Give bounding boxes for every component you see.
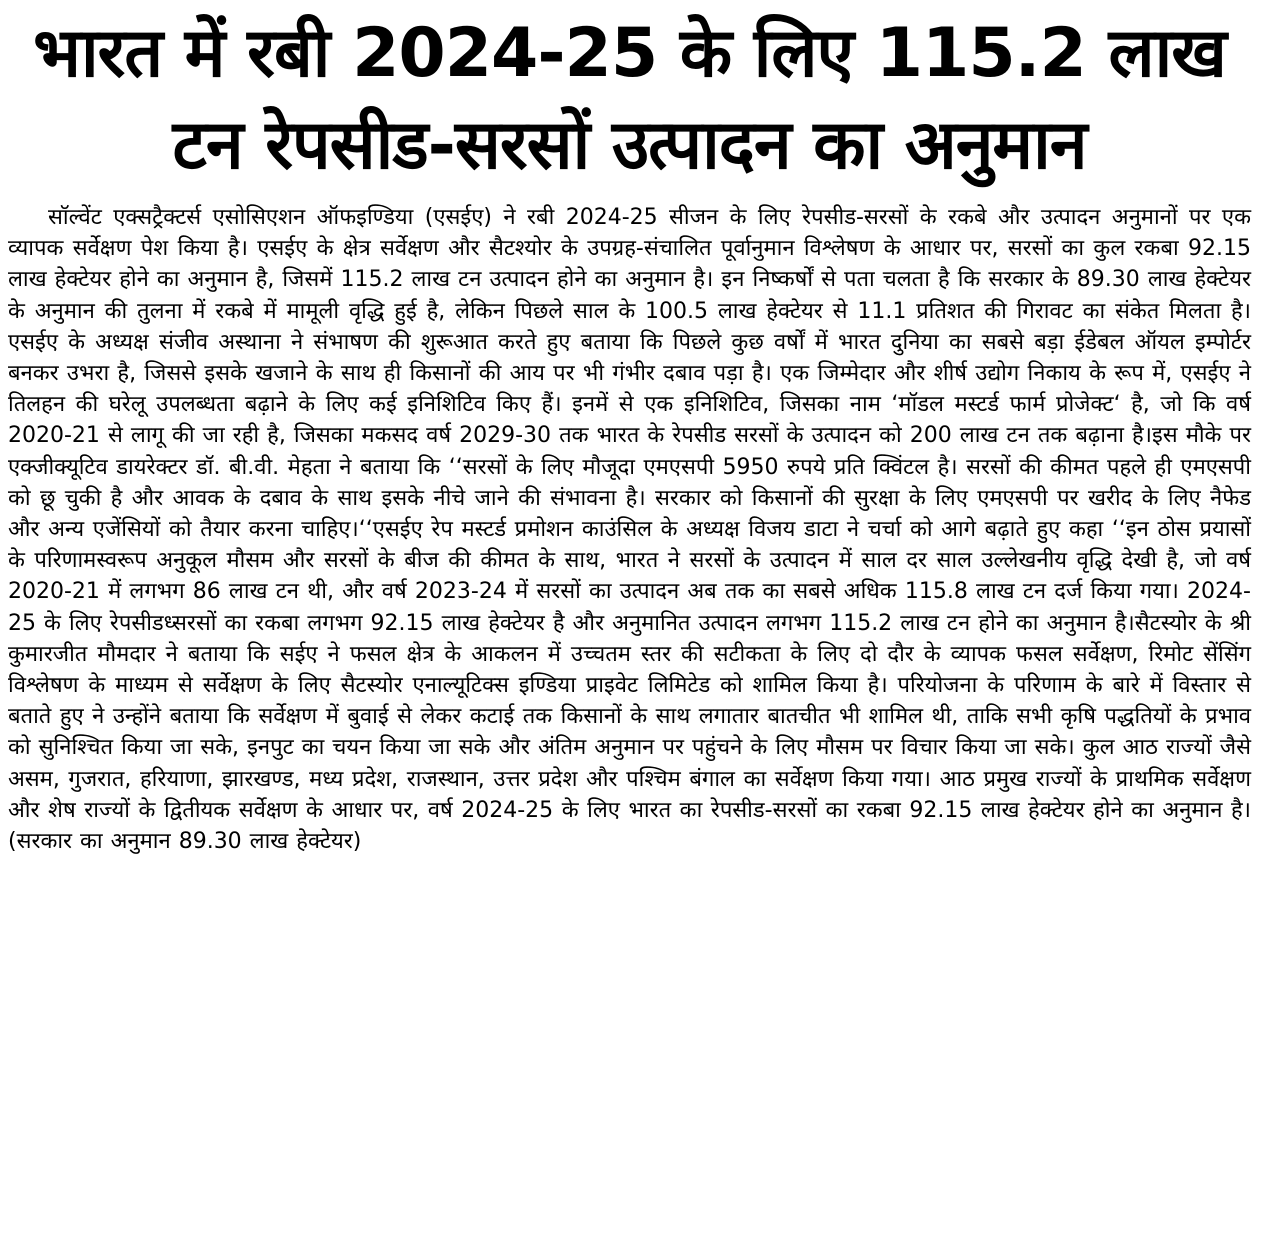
article-body: सॉल्वेंट एक्सट्रैक्टर्स एसोसिएशन ऑफइण्डिया (एसईए) ने रबी 2024-25 सीजन के लिए रेपसीड-सरसों के रकबे और उत्पादन अनुमानों पर एक व्यापक सर्वेक्षण पेश किया है। एसईए के क्षेत्र सर्वेक्षण और सैटश्योर के उपग्रह-संचालित पूर्वानुमान विश्लेषण के आधार पर, सरसों का कुल रकबा 92.15 लाख हेक्टेयर होने का अनुमान है, जिसमें 115.2 लाख टन उत्पादन होने का अनुमान है। इन निष्कर्षों से पता चलता है कि सरकार के 89.30 लाख हेक्टेयर के अनुमान की तुलना में रकबे में मामूली वृद्धि हुई है, लेकिन पिछले साल के 100.5 लाख हेक्टेयर से 11.1 प्रतिशत की गिरावट का संकेत मिलता है।एसईए के अध्यक्ष संजीव अस्थाना ने संभाषण की शुरूआत करते हुए बताया कि पिछले कुछ वर्षों में भारत दुनिया का सबसे बड़ा ईडेबल ऑयल इम्पोर्टर बनकर उभरा है, जिससे इसके खजाने के साथ ही किसानों की आय पर भी गंभीर दबाव पड़ा है। एक जिम्मेदार और शीर्ष उद्योग निकाय के रूप में, एसईए ने तिलहन की घरेलू उपलब्धता बढ़ाने के लिए कई इनिशिटिव किए हैं। इनमें से एक इनिशिटिव, जिसका नाम ‘मॉडल मस्टर्ड फार्म प्रोजेक्ट‘ है, जो कि वर्ष 2020-21 से लागू की जा रही है, जिसका मकसद वर्ष 2029-30 तक भारत के रेपसीड सरसों के उत्पादन को 200 लाख टन तक बढ़ाना है।इस मौके पर एक्जीक्यूटिव डायरेक्टर डॉ. बी.वी. मेहता ने बताया कि ‘‘सरसों के लिए मौजूदा एमएसपी 5950 रुपये प्रति क्विंटल है। सरसों की कीमत पहले ही एमएसपी को छू चुकी है और आवक के दबाव के साथ इसके नीचे जाने की संभावना है। सरकार को किसानों की सुरक्षा के लिए एमएसपी पर खरीद के लिए नैफेड और अन्य एजेंसियों को तैयार करना चाहिए।‘‘एसईए रेप मस्टर्ड प्रमोशन काउंसिल के अध्यक्ष विजय डाटा ने चर्चा को आगे बढ़ाते हुए कहा ‘‘इन ठोस प्रयासों के परिणामस्वरूप अनुकूल मौसम और सरसों के बीज की कीमत के साथ, भारत ने सरसों के उत्पादन में साल दर साल उल्लेखनीय वृद्धि देखी है, जो वर्ष 2020-21 में लगभग 86 लाख टन थी, और वर्ष 2023-24 में सरसों का उत्पादन अब तक का सबसे अधिक 115.8 लाख टन दर्ज किया गया। 2024-25 के लिए रेपसीडध्सरसों का रकबा लगभग 92.15 लाख हेक्टेयर है और अनुमानित उत्पादन लगभग 115.2 लाख टन होने का अनुमान है।सैटस्योर के श्री कुमारजीत मौमदार ने बताया कि सईए ने फसल क्षेत्र के आकलन में उच्चतम स्तर की सटीकता के लिए दो दौर के व्यापक फसल सर्वेक्षण, रिमोट सेंसिंग विश्लेषण के माध्यम से सर्वेक्षण के लिए सैटस्योर एनाल्यूटिक्स इण्डिया प्राइवेट लिमिटेड को शामिल किया है। परियोजना के परिणाम के बारे में विस्तार से बताते हुए ने उन्होंने बताया कि सर्वेक्षण में बुवाई से लेकर कटाई तक किसानों के साथ लगातार बातचीत भी शामिल थी, ताकि सभी कृषि पद्धतियों के प्रभाव को सुनिश्चित किया जा सके, इनपुट का चयन किया जा सके और अंतिम अनुमान पर पहुंचने के लिए मौसम पर विचार किया जा सके। कुल आठ राज्यों जैसे असम, गुजरात, हरियाणा, झारखण्ड, मध्य प्रदेश, राजस्थान, उत्तर प्रदेश और पश्चिम बंगाल का सर्वेक्षण किया गया। आठ प्रमुख राज्यों के प्राथमिक सर्वेक्षण और शेष राज्यों के द्वितीयक सर्वेक्षण के आधार पर, वर्ष 2024-25 के लिए भारत का रेपसीड-सरसों का रकबा 92.15 लाख हेक्टेयर होने का अनुमान है। (सरकार का अनुमान 89.30 लाख हेक्टेयर) xyxy=(8,205,1251,855)
headline-line-1: भारत में रबी 2024-25 के लिए 115.2 लाख xyxy=(33,14,1226,93)
article-headline xyxy=(8,8,1251,192)
headline-line-2: टन रेपसीड-सरसों उत्पादन का अनुमान xyxy=(172,106,1087,185)
